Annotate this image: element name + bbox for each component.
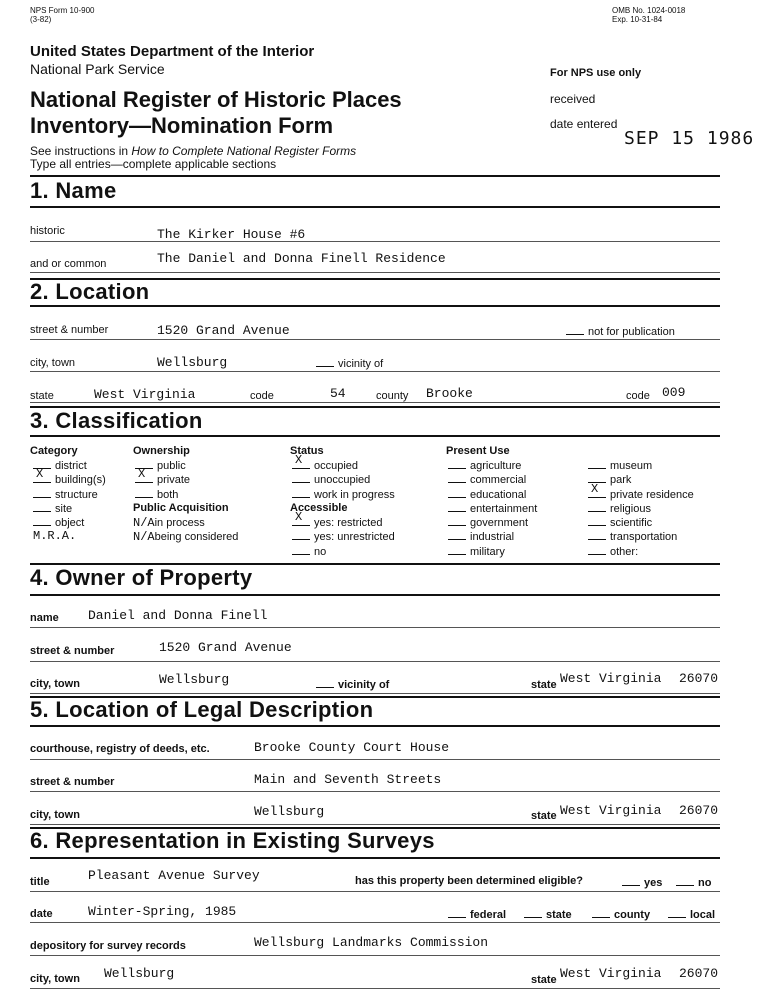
- rule: [30, 594, 720, 596]
- owner-name-value[interactable]: Daniel and Donna Finell: [88, 608, 268, 623]
- legal-city-value[interactable]: Wellsburg: [254, 804, 325, 819]
- status-occupied[interactable]: X occupied: [292, 459, 358, 472]
- form-title-2: Inventory—Nomination Form: [30, 113, 334, 138]
- owner-zip[interactable]: 26070: [679, 671, 719, 686]
- status-unoccupied[interactable]: unoccupied: [292, 473, 370, 486]
- rule: [30, 339, 720, 340]
- owner-state-label: state: [531, 679, 557, 691]
- agency: National Park Service: [30, 61, 165, 77]
- rule: [30, 402, 720, 403]
- mra-note: M.R.A.: [33, 529, 77, 543]
- rule: [30, 305, 720, 307]
- acquisition-in-process[interactable]: N/Ain process: [133, 516, 205, 530]
- use-educational[interactable]: educational: [448, 488, 526, 501]
- use-entertainment[interactable]: entertainment: [448, 502, 537, 515]
- survey-title-label: title: [30, 876, 50, 888]
- category-site[interactable]: site: [33, 502, 72, 515]
- rule: [30, 693, 720, 694]
- courthouse-label: courthouse, registry of deeds, etc.: [30, 743, 210, 755]
- use-religious[interactable]: religious: [588, 502, 651, 515]
- rule: [30, 435, 720, 437]
- survey-date-value[interactable]: Winter-Spring, 1985: [88, 904, 237, 919]
- city-label: city, town: [30, 357, 76, 369]
- historic-value[interactable]: The Kirker House #6: [157, 227, 306, 242]
- present-use-heading: Present Use: [446, 445, 510, 457]
- vicinity-of: vicinity of: [316, 357, 383, 370]
- category-heading: Category: [30, 445, 78, 457]
- department: United States Department of the Interior: [30, 43, 315, 60]
- legal-city-label: city, town: [30, 809, 80, 821]
- use-transportation[interactable]: transportation: [588, 530, 677, 543]
- owner-vicinity-of: vicinity of: [316, 678, 389, 691]
- survey-title-value[interactable]: Pleasant Avenue Survey: [88, 868, 260, 883]
- state-value[interactable]: West Virginia: [94, 387, 196, 402]
- accessible-restricted[interactable]: X yes: restricted: [292, 516, 382, 529]
- date-stamp: SEP 15 1986: [624, 128, 755, 149]
- use-park[interactable]: park: [588, 473, 631, 486]
- level-county[interactable]: county: [592, 908, 650, 921]
- status-heading: Status: [290, 445, 324, 457]
- state-label: state: [30, 390, 54, 402]
- county-code-value[interactable]: 009: [662, 385, 686, 400]
- depository-city-label: city, town: [30, 973, 80, 985]
- instructions: See instructions in How to Complete National Register Forms: [30, 144, 357, 158]
- depository-label: depository for survey records: [30, 940, 186, 952]
- form-number: NPS Form 10-900: [30, 6, 95, 15]
- rule: [30, 661, 720, 662]
- historic-label: historic: [30, 225, 65, 237]
- rule: [30, 791, 720, 792]
- use-agriculture[interactable]: agriculture: [448, 459, 521, 472]
- owner-state-value[interactable]: West Virginia: [560, 671, 662, 686]
- ownership-both[interactable]: both: [135, 488, 178, 501]
- accessible-unrestricted[interactable]: yes: unrestricted: [292, 530, 395, 543]
- level-state[interactable]: state: [524, 908, 572, 921]
- owner-name-label: name: [30, 612, 59, 624]
- accessible-no[interactable]: no: [292, 545, 326, 558]
- instructions-2: Type all entries—complete applicable sections: [30, 157, 277, 171]
- status-work-in-progress[interactable]: work in progress: [292, 488, 395, 501]
- survey-date-label: date: [30, 908, 53, 920]
- not-for-publication: not for publication: [566, 325, 675, 338]
- received-label: received: [550, 92, 596, 106]
- county-code-label: code: [626, 390, 650, 402]
- level-federal[interactable]: federal: [448, 908, 506, 921]
- street-value[interactable]: 1520 Grand Avenue: [157, 323, 290, 338]
- depository-state-label: state: [531, 974, 557, 986]
- ownership-private[interactable]: X private: [135, 473, 190, 486]
- section-2-heading: 2. Location: [30, 279, 150, 304]
- courthouse-value[interactable]: Brooke County Court House: [254, 740, 450, 755]
- depository-value[interactable]: Wellsburg Landmarks Commission: [254, 935, 489, 950]
- category-district[interactable]: district: [33, 459, 87, 472]
- use-military[interactable]: military: [448, 545, 505, 558]
- nps-use-only: For NPS use only: [550, 67, 642, 79]
- rule: [30, 725, 720, 727]
- rule: [30, 922, 720, 923]
- ownership-heading: Ownership: [133, 445, 190, 457]
- section-3-heading: 3. Classification: [30, 408, 203, 433]
- category-structure[interactable]: structure: [33, 488, 98, 501]
- section-4-heading: 4. Owner of Property: [30, 565, 253, 590]
- owner-city-value[interactable]: Wellsburg: [159, 672, 230, 687]
- rule: [30, 206, 720, 208]
- use-government[interactable]: government: [448, 516, 528, 529]
- legal-state-value[interactable]: West Virginia: [560, 803, 662, 818]
- owner-street-label: street & number: [30, 645, 115, 657]
- street-label: street & number: [30, 324, 109, 336]
- section-5-heading: 5. Location of Legal Description: [30, 697, 374, 722]
- rule: [30, 759, 720, 760]
- form-title-1: National Register of Historic Places: [30, 87, 402, 112]
- section-6-heading: 6. Representation in Existing Surveys: [30, 828, 435, 853]
- date-entered-label: date entered: [550, 117, 618, 131]
- owner-city-label: city, town: [30, 678, 80, 690]
- rule: [30, 891, 720, 892]
- use-private-residence[interactable]: X private residence: [588, 488, 694, 501]
- depository-state-value[interactable]: West Virginia: [560, 966, 662, 981]
- category-buildings[interactable]: X building(s): [33, 473, 106, 486]
- section-1-heading: 1. Name: [30, 178, 117, 203]
- category-object[interactable]: object: [33, 516, 84, 529]
- code-label: code: [250, 390, 274, 402]
- county-value[interactable]: Brooke: [426, 386, 473, 401]
- rule: [30, 988, 720, 989]
- omb-number: OMB No. 1024-0018: [612, 6, 686, 15]
- rule: [30, 175, 720, 177]
- rule: [30, 857, 720, 859]
- legal-zip[interactable]: 26070: [679, 803, 719, 818]
- eligible-question: has this property been determined eligible?: [355, 875, 583, 887]
- depository-zip[interactable]: 26070: [679, 966, 719, 981]
- public-acquisition-heading: Public Acquisition: [133, 502, 229, 514]
- rule: [30, 371, 720, 372]
- use-industrial[interactable]: industrial: [448, 530, 514, 543]
- use-museum[interactable]: museum: [588, 459, 652, 472]
- owner-street-value[interactable]: 1520 Grand Avenue: [159, 640, 292, 655]
- eligible-no[interactable]: no: [676, 876, 711, 889]
- rule: [30, 627, 720, 628]
- form-revision: (3-82): [30, 15, 52, 24]
- accessible-heading: Accessible: [290, 502, 348, 514]
- legal-street-label: street & number: [30, 776, 115, 788]
- eligible-yes[interactable]: yes: [622, 876, 662, 889]
- common-value[interactable]: The Daniel and Donna Finell Residence: [157, 251, 446, 266]
- depository-city-value[interactable]: Wellsburg: [104, 966, 175, 981]
- use-scientific[interactable]: scientific: [588, 516, 652, 529]
- ownership-public[interactable]: public: [135, 459, 186, 472]
- rule: [30, 955, 720, 956]
- level-local[interactable]: local: [668, 908, 715, 921]
- rule: [30, 272, 720, 273]
- use-other[interactable]: other:: [588, 545, 638, 558]
- code-value[interactable]: 54: [330, 386, 346, 401]
- expiration: Exp. 10-31-84: [612, 15, 663, 24]
- acquisition-being-considered[interactable]: N/Abeing considered: [133, 530, 239, 544]
- legal-state-label: state: [531, 810, 557, 822]
- city-value[interactable]: Wellsburg: [157, 355, 228, 370]
- rule: [30, 824, 720, 825]
- common-label: and or common: [30, 258, 107, 270]
- county-label: county: [376, 390, 409, 402]
- rule: [30, 241, 720, 242]
- use-commercial[interactable]: commercial: [448, 473, 526, 486]
- legal-street-value[interactable]: Main and Seventh Streets: [254, 772, 442, 787]
